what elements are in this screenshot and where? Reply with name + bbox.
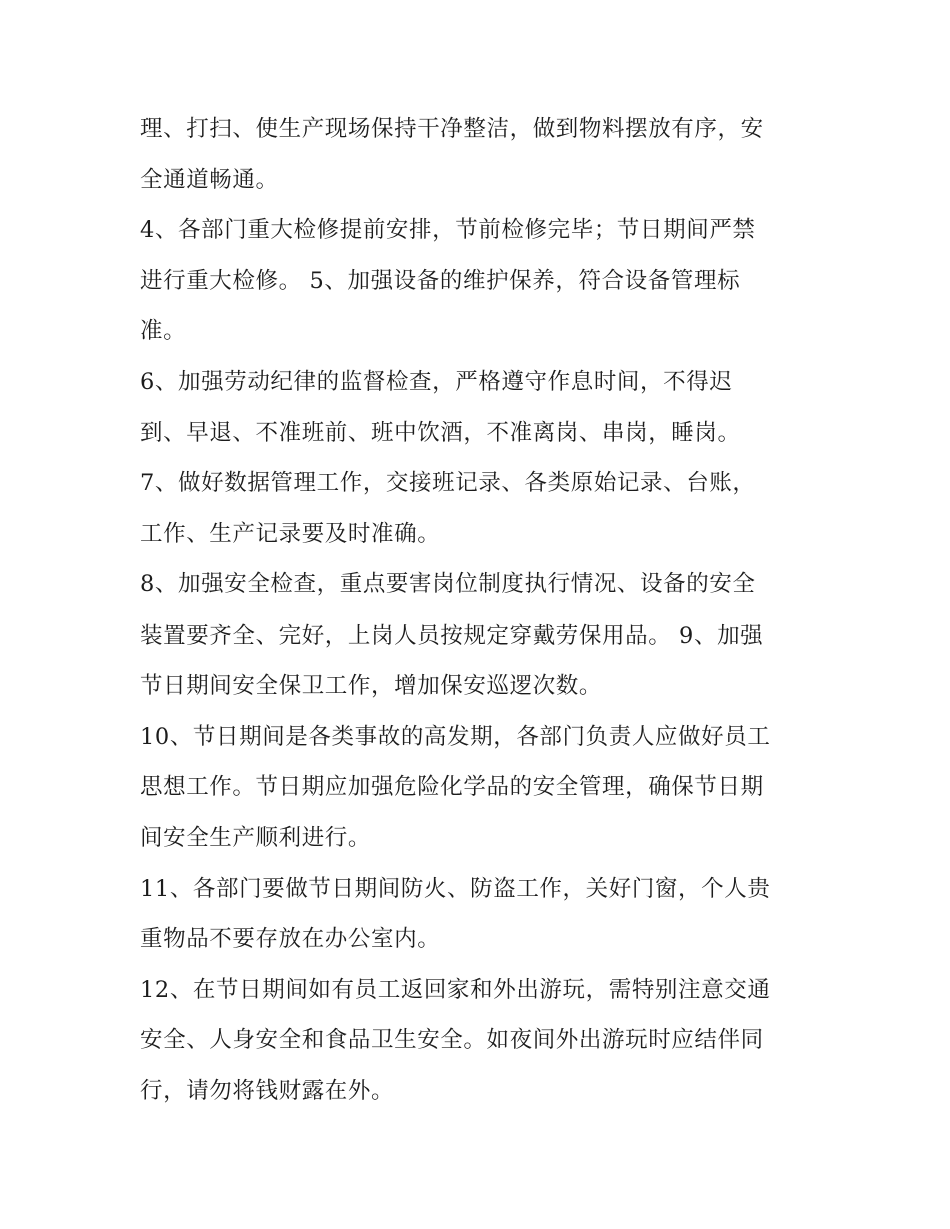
text-line-3: 4、各部门重大检修提前安排，节前检修完毕；节日期间严禁 — [140, 217, 756, 243]
text-line-11: 装置要齐全、完好，上岗人员按规定穿戴劳保用品。 9、加强 — [140, 623, 764, 649]
text-line-17: 重物品不要存放在办公室内。 — [140, 926, 441, 952]
text-line-6: 6、加强劳动纪律的监督检查，严格遵守作息时间，不得迟 — [140, 369, 733, 395]
text-line-9: 工作、生产记录要及时准确。 — [140, 521, 441, 547]
text-line-12: 节日期间安全保卫工作，增加保安巡逻次数。 — [140, 673, 603, 699]
text-line-10: 8、加强安全检查，重点要害岗位制度执行情况、设备的安全 — [140, 571, 756, 597]
text-line-13: 10、节日期间是各类事故的高发期，各部门负责人应做好员工 — [140, 724, 771, 750]
text-line-15: 间安全生产顺利进行。 — [140, 825, 372, 851]
text-line-4: 进行重大检修。 5、加强设备的维护保养，符合设备管理标 — [140, 268, 741, 294]
text-line-20: 行，请勿将钱财露在外。 — [140, 1078, 395, 1104]
text-line-14: 思想工作。节日期应加强危险化学品的安全管理，确保节日期 — [140, 774, 764, 800]
text-line-18: 12、在节日期间如有员工返回家和外出游玩，需特别注意交通 — [140, 977, 771, 1003]
text-line-2: 全通道畅通。 — [140, 167, 279, 193]
text-line-8: 7、做好数据管理工作，交接班记录、各类原始记录、台账， — [140, 470, 756, 496]
text-line-19: 安全、人身安全和食品卫生安全。如夜间外出游玩时应结伴同 — [140, 1027, 764, 1053]
text-line-16: 11、各部门要做节日期间防火、防盗工作，关好门窗，个人贵 — [140, 876, 771, 902]
text-line-1: 理、打扫、使生产现场保持干净整洁，做到物料摆放有序，安 — [140, 116, 764, 142]
text-line-7: 到、早退、不准班前、班中饮酒，不准离岗、串岗，睡岗。 — [140, 420, 741, 446]
text-line-5: 准。 — [140, 318, 187, 344]
